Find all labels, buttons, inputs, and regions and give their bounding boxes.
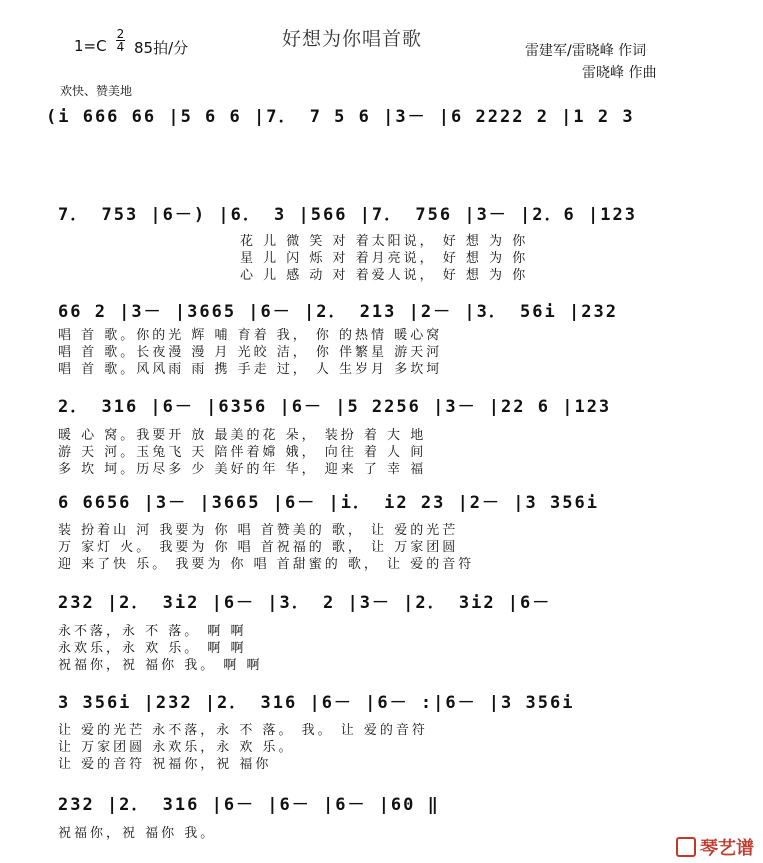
lyric-line-6-verse-2: 永欢乐，永 欢 乐。 啊 啊 [58,641,247,656]
lyric-line-5-verse-2: 万 家灯 火。 我要为 你 唱 首祝福的 歌， 让 万家团圆 [58,540,459,555]
lyric-line-3-verse-2: 唱 首 歌。长夜漫 漫 月 光皎 洁， 你 伴繁星 游天河 [58,345,443,360]
expression-marking: 欢快、赞美地 [60,84,133,98]
lyric-line-4-verse-2: 游 天 河。玉兔飞 天 陪伴着嫦 娥， 向往 着 人 间 [58,445,427,460]
notation-line-4: 2． 316 |6－ |6356 |6－ |5 2256 |3－ |22 6 |123 [58,397,612,417]
lyric-line-2-verse-1: 花 儿 微 笑 对 着太阳说， 好 想 为 你 [240,234,529,249]
lyric-line-5-verse-3: 迎 来了快 乐。 我要为 你 唱 首甜蜜的 歌， 让 爱的音符 [58,557,475,572]
lyric-line-6-verse-1: 永不落，永 不 落。 啊 啊 [58,624,247,639]
time-signature [116,28,125,53]
lyric-line-2-verse-2: 星 儿 闪 烁 对 着月亮说， 好 想 为 你 [240,251,529,266]
lyric-line-4-verse-1: 暖 心 窝。我要开 放 最美的花 朵， 装扮 着 大 地 [58,428,427,443]
lyric-line-6-verse-3: 祝福你，祝 福你 我。 啊 啊 [58,658,263,673]
qinyipu-logo-icon [676,837,696,857]
lyric-line-5-verse-1: 装 扮着山 河 我要为 你 唱 首赞美的 歌， 让 爱的光芒 [58,523,459,538]
lyric-line-3-verse-3: 唱 首 歌。风风雨 雨 携 手走 过， 人 生岁月 多坎坷 [58,362,443,377]
key-signature: 1=C [74,37,107,55]
notation-line-6: 232 |2． 3i2 |6－ |3． 2 |3－ |2． 3i2 |6－ [58,593,552,613]
watermark-logo [676,834,754,860]
time-numerator: 2 [116,27,125,41]
lyricist-credit: 雷建军/雷晓峰 作词 [525,43,647,59]
lyric-line-4-verse-3: 多 坎 坷。历尽多 少 美好的年 华， 迎来 了 幸 福 [58,462,427,477]
notation-line-1: (i 666 66 |5 6 6 |7． 7 5 6 |3－ |6 2222 2 |1 2 3 [46,107,635,127]
notation-line-7: 3 356i |232 |2． 316 |6－ |6－ :|6－ |3 356i [58,693,575,713]
tempo-marking: 85拍/分 [134,39,189,57]
lyric-line-3-verse-1: 唱 首 歌。你的光 辉 哺 育着 我， 你 的热情 暖心窝 [58,328,443,343]
notation-line-2: 7． 753 |6－) |6． 3 |566 |7． 756 |3－ |2．6 |123 [58,205,637,225]
notation-line-5: 6 6656 |3－ |3665 |6－ |i． i2 23 |2－ |3 356i [58,493,599,513]
time-denominator: 4 [116,40,125,54]
lyric-line-8-verse-1: 祝福你，祝 福你 我。 [58,826,217,841]
lyric-line-7-verse-3: 让 爱的音符 祝福你，祝 福你 [58,757,272,772]
notation-line-3: 66 2 |3－ |3665 |6－ |2． 213 |2－ |3． 56i |232 [58,302,618,322]
song-title: 好想为你唱首歌 [282,28,423,50]
watermark-text: 琴艺谱 [700,838,754,859]
notation-line-8: 232 |2． 316 |6－ |6－ |6－ |60 ‖ [58,795,440,815]
lyric-line-7-verse-2: 让 万家团圆 永欢乐，永 欢 乐。 [58,740,295,755]
lyric-line-2-verse-3: 心 儿 感 动 对 着爱人说， 好 想 为 你 [240,268,529,283]
lyric-line-7-verse-1: 让 爱的光芒 永不落，永 不 落。 我。 让 爱的音符 [58,723,428,738]
composer-credit: 雷晓峰 作曲 [582,65,657,81]
